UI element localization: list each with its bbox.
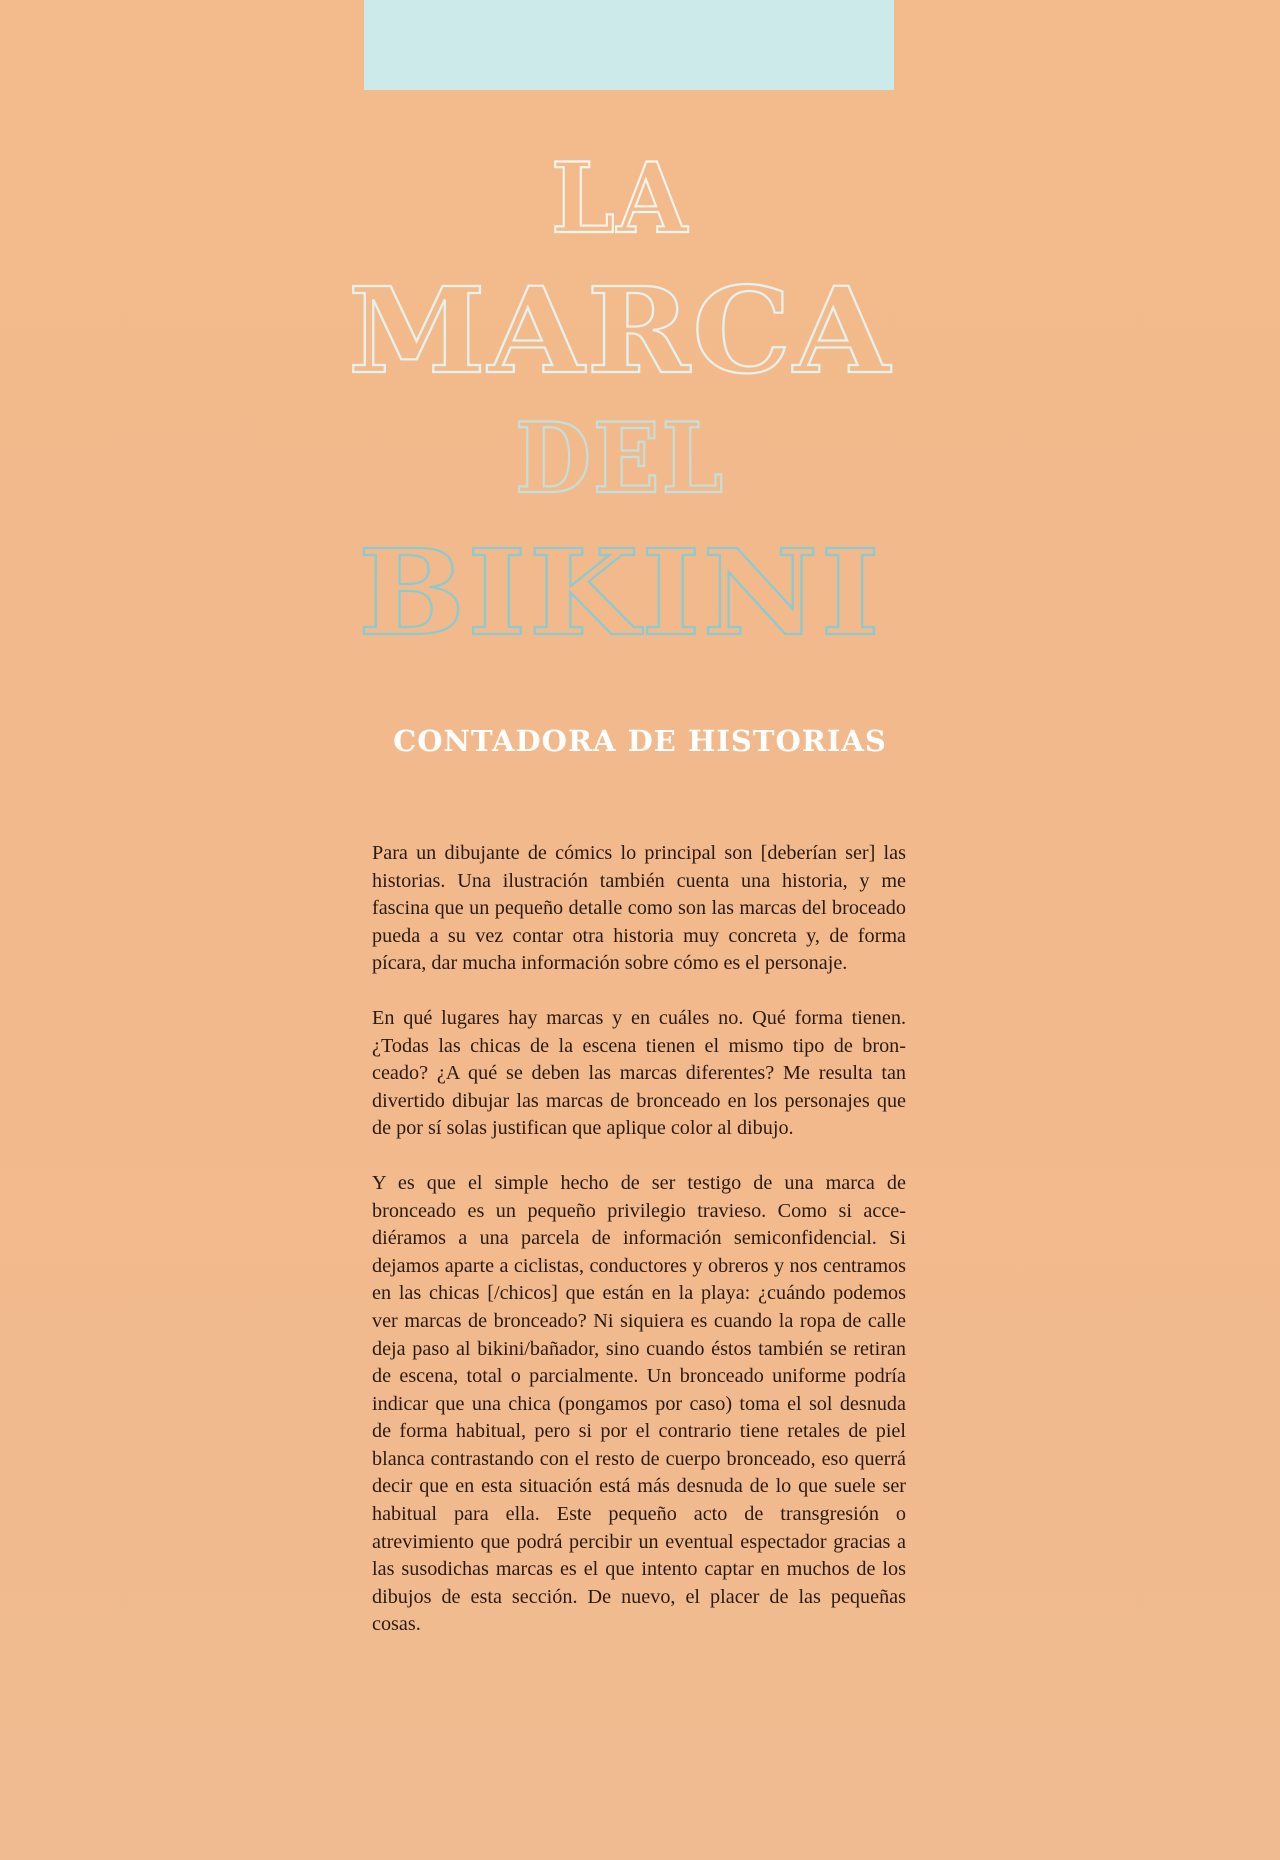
paragraph-2: En qué lugares hay marcas y en cuáles no. Qué forma tienen. ¿Todas las chicas de la escena tienen el mismo tipo de bronceado? ¿A qué se deben las marcas diferentes? Me resulta tan divertido dibujar las marcas de bronceado en los personajes que de por sí solas justifican que aplique color al dibujo. <box>372 1006 906 1140</box>
title-svg <box>300 140 940 660</box>
body-text <box>372 840 906 1666</box>
title-line-del: DEL <box>515 402 725 515</box>
title-line-bikini: BIKINI <box>358 523 882 660</box>
title-line-marca: MARCA <box>348 261 892 400</box>
top-color-tab <box>364 0 894 90</box>
paragraph-3: Y es que el simple hecho de ser testigo de una marca de bronceado es un pequeño privilegio travieso. Como si accediéramos a una parcela de información semiconfidencial. Si dejamos aparte a ciclistas, conductores y obreros y nos centramos en las chicas [/chicos] que están en la playa: ¿cuándo podemos ver marcas de bronceado? Ni siquiera es cuando la ropa de calle deja paso al bikini/bañador, sino cuando éstos también se retiran de escena, total o parcialmente. Un bronceado uniforme podría indicar que una chica (pongamos por caso) toma el sol desnuda de forma habitual, pero si por el contrario tiene retales de piel blanca contrastando con el resto de cuerpo bronceado, eso querrá decir que en esta situación está más desnuda de lo que suele ser habitual para ella. Este pequeño acto de transgresión o atrevimiento que podrá percibir un eventual espectador gracias a las susodichas marcas es el que intento captar en muchos de los dibujos de esta sección. De nuevo, el placer de las pequeñas cosas. <box>372 1171 906 1636</box>
subtitle: CONTADORA DE HISTORIAS <box>393 724 887 758</box>
title-block <box>300 140 940 660</box>
paragraph-1: Para un dibujante de cómics lo principal son [deberían ser] las historias. Una ilustración también cuenta una historia, y me fascina que un pequeño detalle como son las marcas del broceado pueda a su vez contar otra historia muy concreta y, de forma pícara, dar mucha información sobre cómo es el personaje. <box>372 842 906 975</box>
title-line-la: LA <box>551 142 689 255</box>
